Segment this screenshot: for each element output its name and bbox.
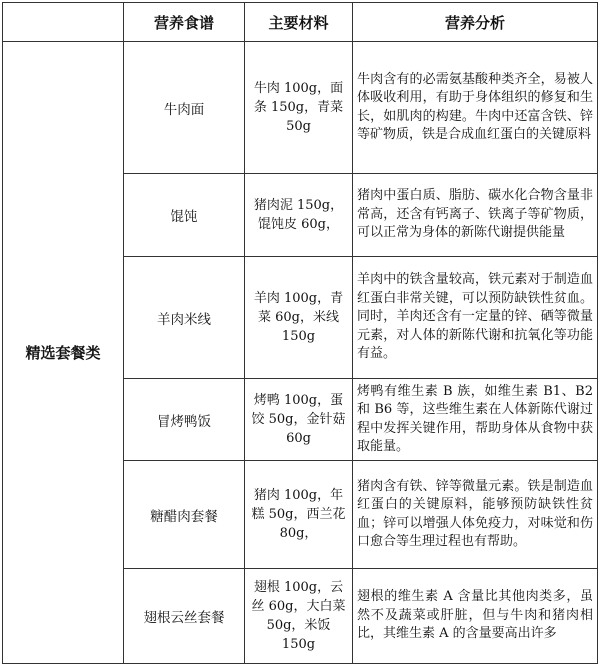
table-row <box>3 42 598 174</box>
analysis-cell: 翅根的维生素 A 含量比其他肉类多，虽然不及蔬菜或肝脏，但与牛肉和猪肉相比，其维生素 A 的含量要高出许多 <box>353 569 598 664</box>
header-analysis: 营养分析 <box>353 3 598 42</box>
materials-cell: 牛肉 100g，面条 150g，青菜 50g <box>245 42 353 174</box>
header-category <box>3 3 124 42</box>
analysis-cell: 羊肉中的铁含量较高，铁元素对于制造血红蛋白非常关键，可以预防缺铁性贫血。同时，羊肉还含有一定量的锌、硒等微量元素，对人体的新陈代谢和抗氧化等功能有益。 <box>353 257 598 379</box>
dish-name: 糖醋肉套餐 <box>124 461 245 569</box>
analysis-cell: 烤鸭有维生素 B 族，如维生素 B1、B2 和 B6 等，这些维生素在人体新陈代谢过程中发挥关键作用，帮助身体从食物中获取能量。 <box>353 379 598 461</box>
analysis-cell: 牛肉含有的必需氨基酸种类齐全，易被人体吸收利用，有助于身体组织的修复和生长，如肌肉的构建。牛肉中还富含铁、锌等矿物质，铁是合成血红蛋白的关键原料 <box>353 42 598 174</box>
dish-name: 羊肉米线 <box>124 257 245 379</box>
header-materials: 主要材料 <box>245 3 353 42</box>
header-recipe: 营养食谱 <box>124 3 245 42</box>
dish-name: 冒烤鸭饭 <box>124 379 245 461</box>
category-cell: 精选套餐类 <box>3 42 124 664</box>
materials-cell: 烤鸭 100g，蛋饺 50g，金针菇 60g <box>245 379 353 461</box>
dish-name: 翅根云丝套餐 <box>124 569 245 664</box>
nutrition-table <box>2 2 598 664</box>
materials-cell: 羊肉 100g，青菜 60g，米线 150g <box>245 257 353 379</box>
materials-cell: 猪肉 100g，年糕 50g，西兰花 80g， <box>245 461 353 569</box>
analysis-cell: 猪肉含有铁、锌等微量元素。铁是制造血红蛋白的关键原料，能够预防缺铁性贫血；锌可以增强人体免疫力，对味觉和伤口愈合等生理过程也有帮助。 <box>353 461 598 569</box>
materials-cell: 猪肉泥 150g，馄饨皮 60g， <box>245 174 353 257</box>
analysis-cell: 猪肉中蛋白质、脂肪、碳水化合物含量非常高，还含有钙离子、铁离子等矿物质，可以正常为身体的新陈代谢提供能量 <box>353 174 598 257</box>
header-row <box>3 3 598 42</box>
materials-cell: 翅根 100g，云丝 60g，大白菜 50g，米饭 150g <box>245 569 353 664</box>
dish-name: 馄饨 <box>124 174 245 257</box>
dish-name: 牛肉面 <box>124 42 245 174</box>
